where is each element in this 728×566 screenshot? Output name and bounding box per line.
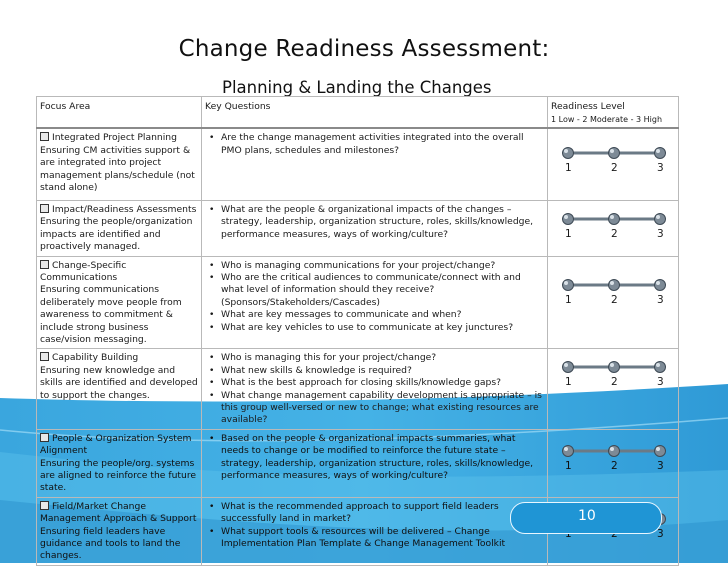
question-list	[205, 132, 545, 157]
question-item: • What new skills & knowledge is required?	[221, 365, 545, 377]
scale-point-highlight	[610, 447, 614, 451]
scale-label-3: 3	[657, 162, 664, 175]
question-item: • Who is managing communications for your project/change?	[221, 260, 545, 272]
slide-subtitle: Planning & Landing the Changes	[222, 78, 492, 97]
focus-area-description: Ensuring CM activities support & are integrated into project management plans/schedule (not stand alone)	[40, 144, 195, 194]
question-item: • Who is managing this for your project/change?	[221, 352, 545, 364]
scale-label-1: 1	[565, 293, 572, 306]
readiness-legend: 1 Low - 2 Moderate - 3 High	[551, 115, 663, 125]
scale-label-3: 3	[657, 293, 664, 306]
focus-area-title	[40, 501, 199, 526]
scale-label-2: 2	[611, 376, 618, 389]
question-item: • What are key vehicles to use to communicate at key junctures?	[221, 322, 545, 334]
scale-point-2[interactable]	[609, 279, 620, 290]
question-list	[205, 260, 545, 334]
scale-point-2[interactable]	[609, 213, 620, 224]
table-row	[37, 128, 679, 200]
scale-label-3: 3	[657, 376, 664, 389]
question-list	[205, 352, 545, 426]
key-questions-cell	[202, 497, 548, 565]
focus-area-title-text: Change-Specific Communications	[40, 259, 127, 283]
scale-point-highlight	[610, 363, 614, 367]
readiness-scale-cell	[548, 429, 679, 497]
question-item: • What is the recommended approach to support field leaders successfully land in market?	[221, 501, 545, 526]
focus-area-title	[40, 260, 199, 285]
focus-area-cell	[37, 200, 202, 256]
question-item: • What support tools & resources will be delivered – Change Implementation Plan Template & Change Management Toolkit	[221, 526, 545, 551]
question-list	[205, 501, 545, 551]
scale-point-3[interactable]	[655, 445, 666, 456]
scale-point-highlight	[656, 149, 660, 153]
focus-area-description: Ensuring field leaders have guidance and tools to land the changes.	[40, 525, 181, 562]
checkbox-bullet-icon	[40, 132, 49, 141]
question-item: • What are the people & organizational impacts of the changes – strategy, leadership, organization structure, roles, skills/knowledge, performance measures, ways of working/culture?	[221, 204, 545, 241]
question-item: • What is the best approach for closing skills/knowledge gaps?	[221, 377, 545, 389]
question-item: • Are the change management activities integrated into the overall PMO plans, schedules and milestones?	[221, 132, 545, 157]
table-header-row	[37, 97, 679, 129]
scale-point-3[interactable]	[655, 148, 666, 159]
scale-label-1: 1	[565, 459, 572, 472]
scale-point-2[interactable]	[609, 148, 620, 159]
scale-label-2: 2	[611, 293, 618, 306]
header-focus-area: Focus Area	[37, 97, 202, 129]
scale-point-highlight	[610, 215, 614, 219]
readiness-scale-cell	[548, 128, 679, 200]
scale-label-3: 3	[657, 227, 664, 240]
focus-area-description: Ensuring the people/organization impacts are identified and proactively managed.	[40, 216, 193, 253]
scale-point-2[interactable]	[609, 445, 620, 456]
checkbox-bullet-icon	[40, 352, 49, 361]
assessment-table	[36, 96, 679, 566]
focus-area-title-text: Integrated Project Planning	[52, 132, 177, 144]
question-item: • What change management capability development is appropriate – is this group well-versed or new to change; what existing resources are available?	[221, 390, 545, 427]
scale-label-3: 3	[657, 527, 664, 540]
scale-point-3[interactable]	[655, 279, 666, 290]
scale-point-highlight	[564, 363, 568, 367]
scale-point-highlight	[564, 281, 568, 285]
scale-label-1: 1	[565, 227, 572, 240]
scale-label-2: 2	[611, 459, 618, 472]
checkbox-bullet-icon	[40, 260, 49, 269]
scale-point-3[interactable]	[655, 362, 666, 373]
table-row	[37, 429, 679, 497]
focus-area-cell	[37, 497, 202, 565]
scale-point-2[interactable]	[609, 362, 620, 373]
readiness-scale-cell	[548, 256, 679, 349]
scale-point-highlight	[656, 215, 660, 219]
checkbox-bullet-icon	[40, 433, 49, 442]
focus-area-title	[40, 352, 199, 364]
scale-point-highlight	[610, 281, 614, 285]
readiness-scale-cell	[548, 349, 679, 429]
table-row	[37, 200, 679, 256]
question-item: • Based on the people & organizational impacts summaries, what needs to change or be modified to reinforce the future state – strategy, leadership, organization structure, roles, skills/knowledge, performance measures, ways of working/culture?	[221, 433, 545, 483]
focus-area-cell	[37, 128, 202, 200]
scale-point-1[interactable]	[563, 148, 574, 159]
table-row	[37, 349, 679, 429]
scale-point-highlight	[656, 447, 660, 451]
focus-area-description: Ensuring new knowledge and skills are identified and developed to support the changes.	[40, 364, 198, 401]
focus-area-title-text: Field/Market Change Management Approach & Support	[40, 500, 197, 525]
checkbox-bullet-icon	[40, 204, 49, 213]
key-questions-cell	[202, 349, 548, 429]
question-item: • What are key messages to communicate and when?	[221, 309, 545, 321]
scale-point-1[interactable]	[563, 213, 574, 224]
focus-area-title-text: Impact/Readiness Assessments	[52, 203, 197, 215]
focus-area-title-text: Capability Building	[52, 352, 139, 364]
key-questions-cell	[202, 256, 548, 349]
key-questions-cell	[202, 128, 548, 200]
slide-title: Change Readiness Assessment:	[178, 36, 550, 62]
readiness-scale-cell	[548, 200, 679, 256]
scale-label-3: 3	[657, 459, 664, 472]
scale-point-1[interactable]	[563, 362, 574, 373]
scale-point-highlight	[656, 281, 660, 285]
focus-area-cell	[37, 256, 202, 349]
readiness-level-label: Readiness Level	[551, 101, 625, 112]
focus-area-title	[40, 433, 199, 458]
scale-label-1: 1	[565, 376, 572, 389]
key-questions-cell	[202, 200, 548, 256]
scale-point-1[interactable]	[563, 445, 574, 456]
checkbox-bullet-icon	[40, 501, 49, 510]
scale-point-highlight	[564, 149, 568, 153]
focus-area-title	[40, 132, 199, 144]
scale-point-highlight	[564, 447, 568, 451]
scale-label-2: 2	[611, 227, 618, 240]
scale-point-highlight	[564, 215, 568, 219]
header-readiness-level	[548, 97, 679, 129]
scale-point-highlight	[610, 149, 614, 153]
question-list	[205, 204, 545, 241]
scale-point-highlight	[656, 363, 660, 367]
table-row	[37, 256, 679, 349]
question-item: • Who are the critical audiences to communicate/connect with and what level of information should they receive? (Sponsors/Stakeholders/Cascades)	[221, 272, 545, 309]
focus-area-title-text: People & Organization System Alignment	[40, 432, 192, 457]
focus-area-description: Ensuring the people/org. systems are aligned to reinforce the future state.	[40, 457, 197, 494]
scale-label-1: 1	[565, 162, 572, 175]
focus-area-cell	[37, 429, 202, 497]
scale-label-2: 2	[611, 162, 618, 175]
key-questions-cell	[202, 429, 548, 497]
focus-area-description: Ensuring communications deliberately move people from awareness to commitment & include strong business case/vision messaging.	[40, 284, 182, 345]
question-list	[205, 433, 545, 483]
focus-area-cell	[37, 349, 202, 429]
header-key-questions: Key Questions	[202, 97, 548, 129]
page-number: 10	[578, 508, 596, 524]
focus-area-title	[40, 204, 199, 216]
scale-point-3[interactable]	[655, 213, 666, 224]
scale-point-1[interactable]	[563, 279, 574, 290]
